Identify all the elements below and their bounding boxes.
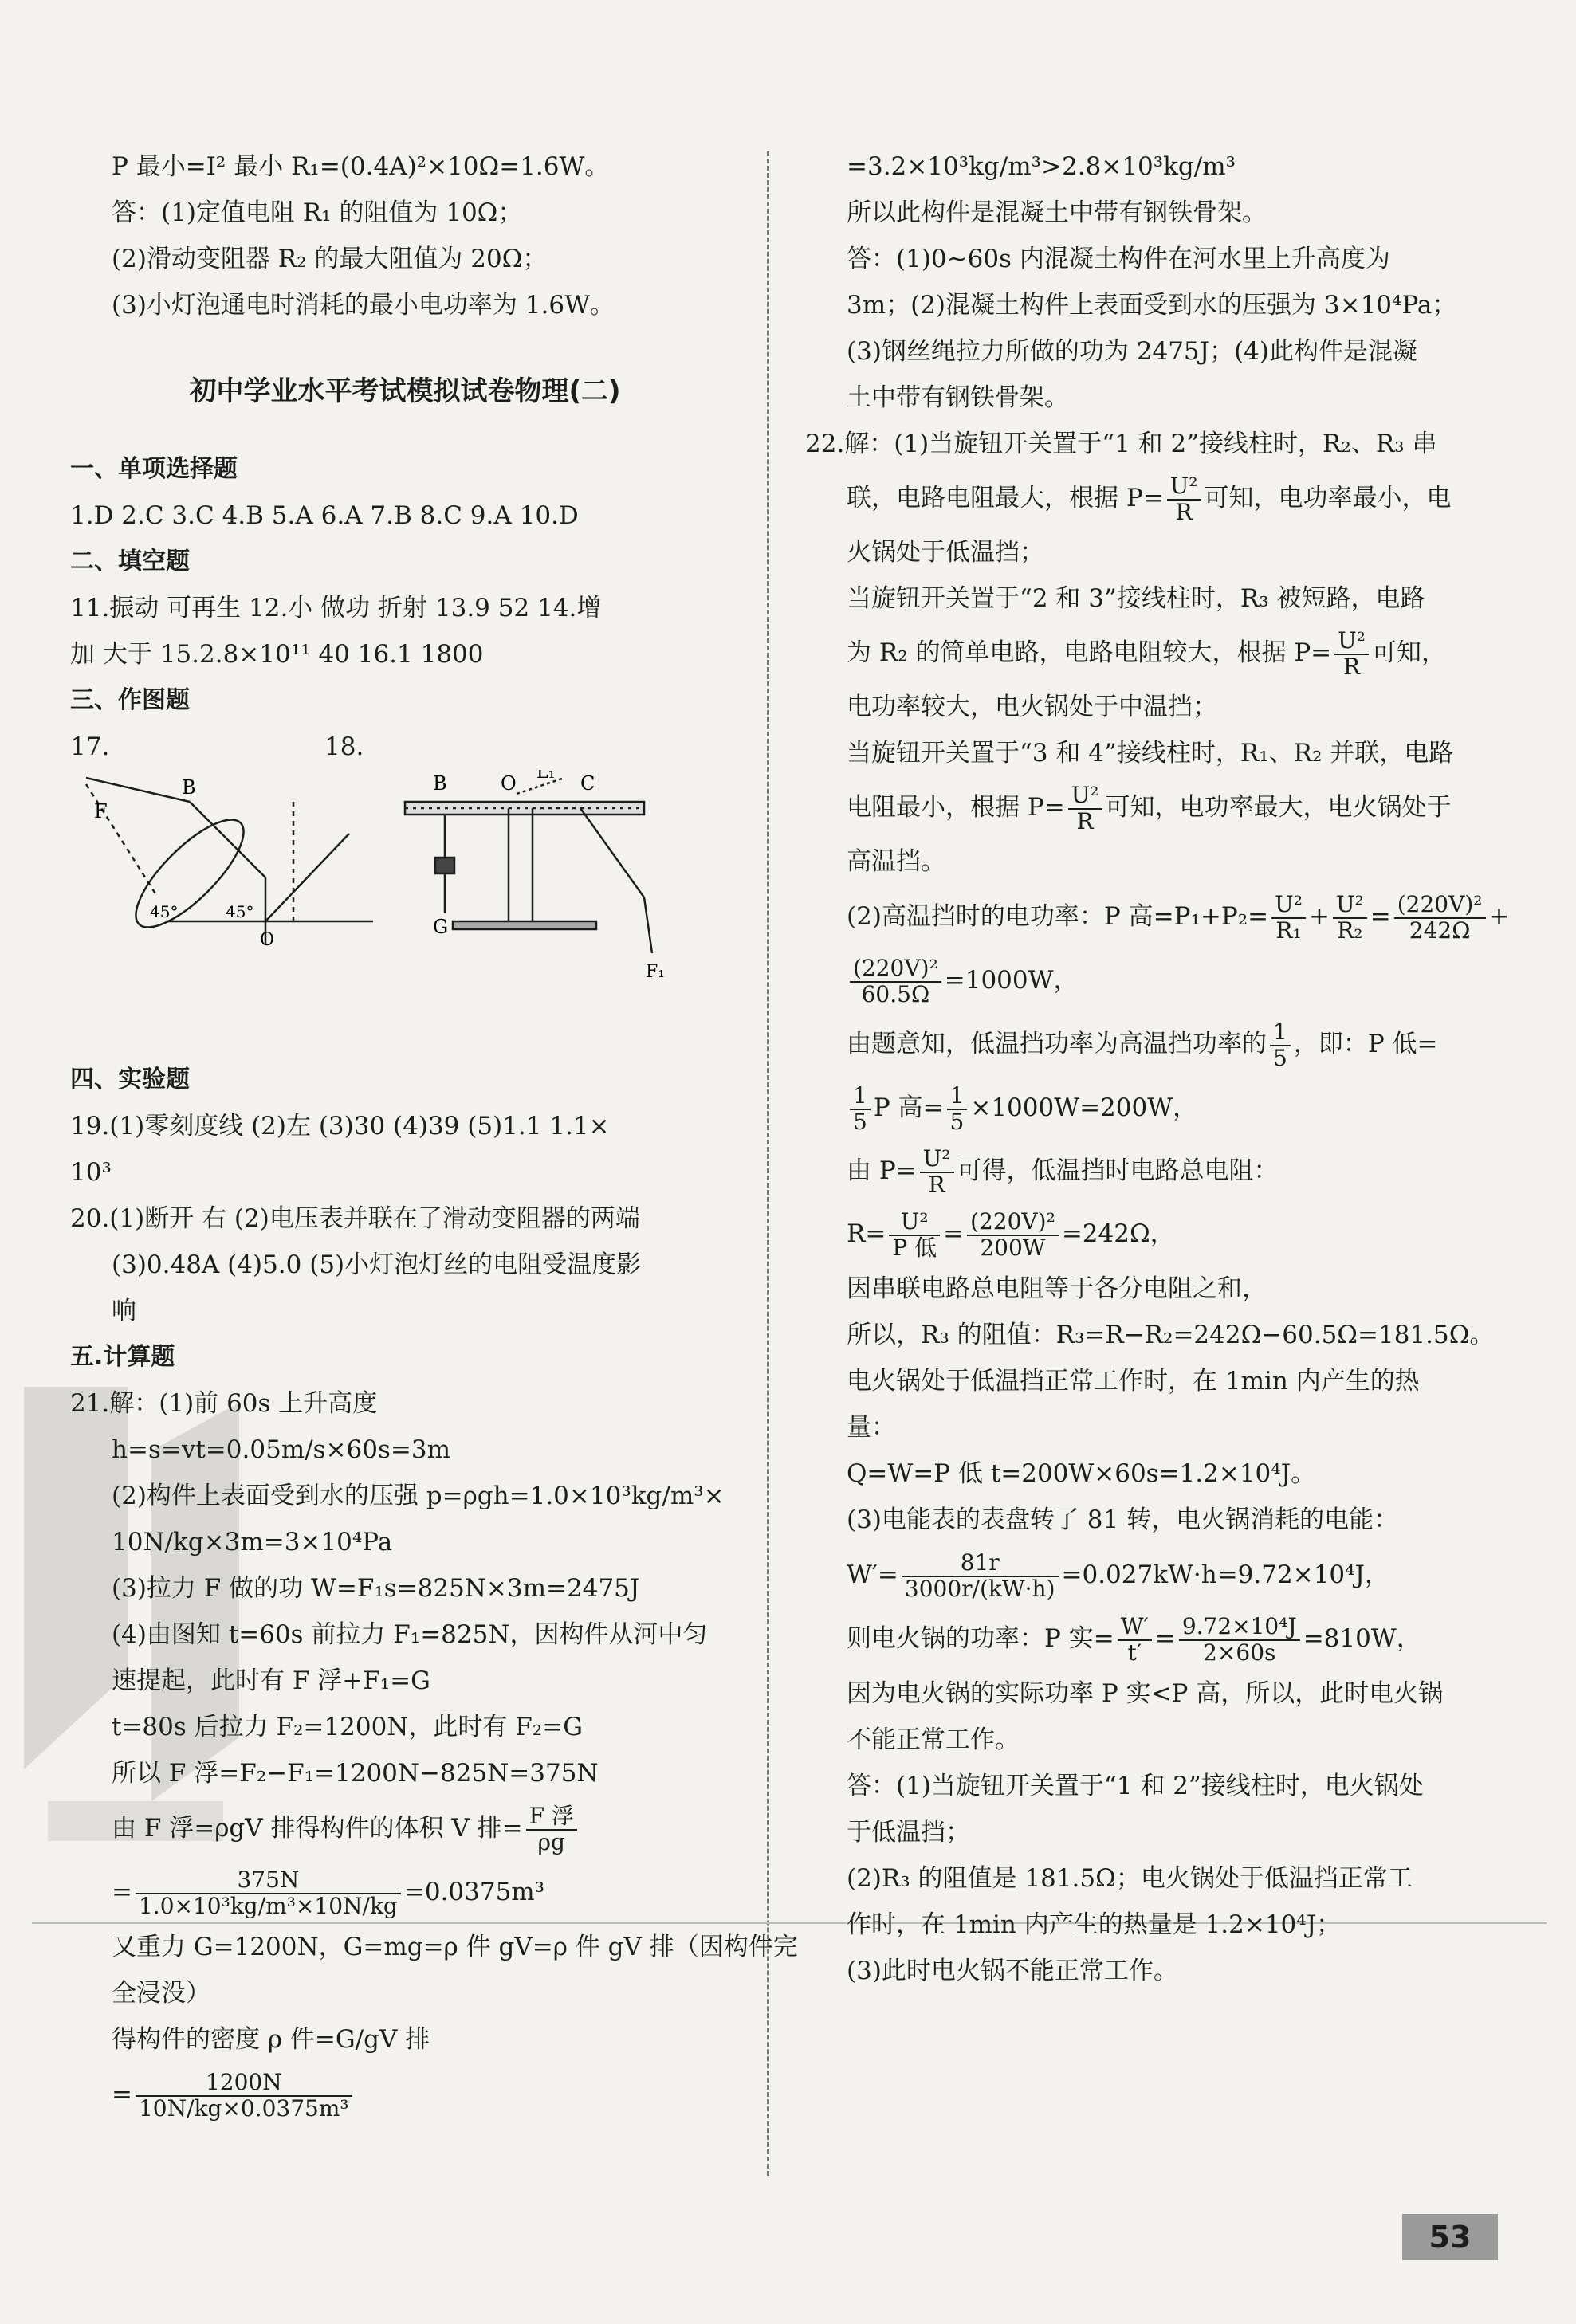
answer-line: 响: [112, 1297, 136, 1325]
fraction: $\frac{1}{5}$: [850, 1084, 871, 1135]
solution-line: 由 F 浮=ρgV 排得构件的体积 V 排= $\frac{\text{F 浮}}{\rho g}$: [70, 1796, 740, 1860]
answer-line: 加 大于 15.2.8×10¹¹ 40 16.1 1800: [70, 640, 484, 669]
fraction: $\frac{W'}{t'}$: [1118, 1615, 1152, 1666]
figure-numbers: [70, 724, 740, 770]
fraction: $\frac{1200N}{\text{10N/kg×0.0375m³}}$: [136, 2071, 352, 2122]
solution-line: 电火锅处于低温挡正常工作时，在 1min 内产生的热: [847, 1367, 1420, 1396]
text-line: 所以此构件是混凝土中带有钢铁骨架。: [847, 198, 1267, 227]
solution-line: 21.解：(1)前 60s 上升高度: [70, 1389, 378, 1418]
solution-line: W′= $\frac{81r}{3000r/(kW\cdot h)}$ =0.027kW·h=9.72×10⁴J，: [847, 1549, 1389, 1602]
solution-line: 速提起，此时有 F 浮+F₁=G: [112, 1666, 430, 1695]
fraction: $\frac{81r}{3000r/(kW\cdot h)}$: [902, 1551, 1059, 1602]
solution-line: $\frac{\text{(220V)²}}{60.5\Omega}$ =1000W，: [805, 948, 1507, 1012]
section-heading: 二、填空题: [70, 548, 190, 575]
label-C: C: [580, 772, 595, 795]
text-line: 答：(1)0~60s 内混凝土构件在河水里上升高度为: [847, 245, 1390, 273]
label-B2: B: [433, 772, 447, 795]
solution-line: 联，电路电阻最大，根据 P= $\frac{\text{U²}}{R}$ 可知，电功率最小，电: [847, 472, 1452, 525]
solution-line: 则电火锅的功率：P 实= $\frac{W'}{t'}$ = $\frac{\text{9.72×10⁴J}}{2\times 60s}$ =810W，: [847, 1612, 1421, 1666]
answer-line: 20.(1)断开 右 (2)电压表并联在了滑动变阻器的两端: [70, 1204, 640, 1233]
solution-line: 于低温挡；: [847, 1818, 970, 1847]
solution-line: = $\frac{1200N}{\text{10N/kg×0.0375m³}}$: [70, 2063, 740, 2126]
text-line: 土中带有钢铁骨架。: [847, 383, 1069, 412]
page-number: 53: [1402, 2214, 1498, 2260]
solution-line: 电功率较大，电火锅处于中温挡；: [847, 693, 1217, 721]
solution-line: = $\frac{375N}{\text{1.0×10³kg/m³×10N/kg}}$ =0.0375m³: [112, 1866, 545, 1919]
solution-line: (3)此时电火锅不能正常工作。: [847, 1957, 1178, 1985]
fraction: $\frac{1}{5}$: [1270, 1020, 1291, 1071]
label-L1: L₁: [536, 770, 556, 783]
answer-line: 19.(1)零刻度线 (2)左 (3)30 (4)39 (5)1.1 1.1×: [70, 1112, 610, 1140]
solution-line: t=80s 后拉力 F₂=1200N，此时有 F₂=G: [112, 1713, 583, 1741]
fig17-label: 17.: [70, 732, 110, 761]
text-line: P 最小=I² 最小 R₁=(0.4A)²×10Ω=1.6W。: [112, 152, 610, 181]
solution-line: 因为电火锅的实际功率 P 实<P 高，所以，此时电火锅: [847, 1679, 1444, 1708]
optics-and-lever-diagrams: [70, 770, 740, 1041]
label-G: G: [433, 916, 449, 938]
solution-line: 因串联电路总电阻等于各分电阻之和，: [847, 1274, 1267, 1303]
fraction: $\frac{\text{U²}}{R}$: [1068, 783, 1102, 834]
solution-line: $\frac{1}{5}$ P 高= $\frac{1}{5}$ ×1000W=200W，: [805, 1076, 1507, 1140]
solution-line: R= $\frac{\text{U²}}{\text{P 低}}$ = $\frac{\text{(220V)²}}{200W}$ =242Ω，: [847, 1207, 1175, 1261]
label-B: B: [182, 776, 196, 799]
solution-line: (2)R₃ 的阻值是 181.5Ω；电火锅处于低温挡正常工: [847, 1864, 1413, 1893]
fraction: $\frac{\text{(220V)²}}{200W}$: [967, 1210, 1059, 1261]
solution-line: 答：(1)当旋钮开关置于“1 和 2”接线柱时，电火锅处: [847, 1772, 1424, 1800]
solution-line: 作时，在 1min 内产生的热量是 1.2×10⁴J；: [847, 1910, 1342, 1939]
answer-line: 1.D 2.C 3.C 4.B 5.A 6.A 7.B 8.C 9.A 10.D: [70, 501, 579, 530]
exam-title: 初中学业水平考试模拟试卷物理(二): [189, 375, 621, 407]
solution-line: 全浸没）: [112, 1979, 210, 2008]
text-line: 3m；(2)混凝土构件上表面受到水的压强为 3×10⁴Pa；: [847, 291, 1457, 320]
solution-line: 量：: [847, 1413, 896, 1442]
section-heading: 三、作图题: [70, 686, 190, 714]
fraction: $\frac{\text{U²}}{R}$: [920, 1147, 954, 1198]
label-F1: F₁: [646, 962, 666, 982]
solution-line: (3)电能表的表盘转了 81 转，电火锅消耗的电能：: [847, 1505, 1399, 1534]
label-O: O: [260, 930, 275, 950]
label-45a: 45°: [150, 902, 179, 921]
solution-line: 由题意知，低温挡功率为高温挡功率的 $\frac{1}{5}$ ，即：P 低=: [847, 1018, 1438, 1071]
solution-line: (3)拉力 F 做的功 W=F₁s=825N×3m=2475J: [112, 1574, 640, 1603]
right-column: [805, 143, 1510, 1994]
fraction: $\frac{\text{F 浮}}{\rho g}$: [526, 1804, 577, 1855]
fraction: $\frac{\text{U²}}{R}$: [1334, 629, 1369, 680]
fraction: $\frac{1}{5}$: [947, 1084, 968, 1135]
solution-line: (2)构件上表面受到水的压强 p=ρgh=1.0×10³kg/m³×: [112, 1482, 725, 1510]
text-line: 答：(1)定值电阻 R₁ 的阻值为 10Ω；: [112, 198, 523, 227]
solution-line: (2)高温挡时的电功率：P 高=P₁+P₂= $\frac{\text{U²}}{\text{R₁}}$ + $\frac{\text{U²}}{\text{R₂}}$ = $\frac{\text{(220V)²}}{242\Omega}$ +: [847, 890, 1510, 944]
fraction: $\frac{375N}{\text{1.0×10³kg/m³×10N/kg}}$: [136, 1868, 401, 1919]
label-45b: 45°: [226, 902, 254, 921]
fraction: $\frac{\text{U²}}{\text{R₁}}$: [1271, 893, 1306, 944]
solution-line: 火锅处于低温挡；: [847, 538, 1044, 567]
solution-line: 不能正常工作。: [847, 1725, 1020, 1754]
label-F: F: [94, 800, 108, 822]
text-line: (3)钢丝绳拉力所做的功为 2475J；(4)此构件是混凝: [847, 337, 1417, 366]
section-heading: 五.计算题: [70, 1343, 175, 1371]
solution-line: 所以，R₃ 的阻值：R₃=R−R₂=242Ω−60.5Ω=181.5Ω。: [847, 1321, 1495, 1349]
text-line: (3)小灯泡通电时消耗的最小电功率为 1.6W。: [112, 291, 615, 320]
solution-line: 由 P= $\frac{\text{U²}}{R}$ 可得，低温挡时电路总电阻：: [847, 1144, 1279, 1198]
answer-line: (3)0.48A (4)5.0 (5)小灯泡灯丝的电阻受温度影: [112, 1250, 642, 1279]
diagrams: [70, 770, 740, 1057]
section-heading: 一、单项选择题: [70, 455, 238, 483]
solution-line: Q=W=P 低 t=200W×60s=1.2×10⁴J。: [847, 1459, 1316, 1488]
solution-line: 为 R₂ 的简单电路，电路电阻较大，根据 P= $\frac{\text{U²}}{R}$ 可知，: [847, 626, 1446, 680]
fraction: $\frac{\text{U²}}{\text{P 低}}$: [889, 1210, 940, 1261]
solution-line: 当旋钮开关置于“3 和 4”接线柱时，R₁、R₂ 并联，电路: [847, 739, 1454, 767]
fraction: $\frac{\text{(220V)²}}{60.5\Omega}$: [850, 956, 941, 1007]
solution-line: 电阻最小，根据 P= $\frac{\text{U²}}{R}$ 可知，电功率最大，电火锅处于: [847, 781, 1452, 834]
text-line: =3.2×10³kg/m³>2.8×10³kg/m³: [847, 152, 1236, 181]
column-divider: [767, 151, 769, 2176]
answer-line: 11.振动 可再生 12.小 做功 折射 13.9 52 14.增: [70, 594, 602, 622]
section-heading: 四、实验题: [70, 1066, 190, 1093]
solution-line: 又重力 G=1200N，G=mg=ρ 件 gV=ρ 件 gV 排（因构件完: [112, 1933, 798, 1961]
text-line: (2)滑动变阻器 R₂ 的最大阻值为 20Ω；: [112, 245, 548, 273]
solution-line: 所以 F 浮=F₂−F₁=1200N−825N=375N: [112, 1759, 599, 1788]
solution-line: 22.解：(1)当旋钮开关置于“1 和 2”接线柱时，R₂、R₃ 串: [805, 430, 1437, 458]
solution-line: 当旋钮开关置于“2 和 3”接线柱时，R₃ 被短路，电路: [847, 584, 1425, 613]
solution-line: 10N/kg×3m=3×10⁴Pa: [112, 1528, 393, 1557]
fraction: $\frac{\text{U²}}{R}$: [1167, 474, 1201, 525]
solution-line: 得构件的密度 ρ 件=G/gV 排: [112, 2025, 430, 2054]
solution-line: 高温挡。: [847, 847, 945, 876]
label-O2: O: [501, 772, 517, 795]
fig18-label: 18.: [324, 732, 364, 761]
fraction: $\frac{\text{U²}}{\text{R₂}}$: [1333, 893, 1367, 944]
solution-line: (4)由图知 t=60s 前拉力 F₁=825N，因构件从河中匀: [112, 1620, 708, 1649]
fraction: $\frac{\text{9.72×10⁴J}}{2\times 60s}$: [1179, 1615, 1300, 1666]
left-column: [70, 143, 798, 2126]
answer-line: 10³: [70, 1158, 112, 1187]
fraction: $\frac{\text{(220V)²}}{242\Omega}$: [1394, 893, 1486, 944]
solution-line: h=s=vt=0.05m/s×60s=3m: [112, 1435, 450, 1464]
